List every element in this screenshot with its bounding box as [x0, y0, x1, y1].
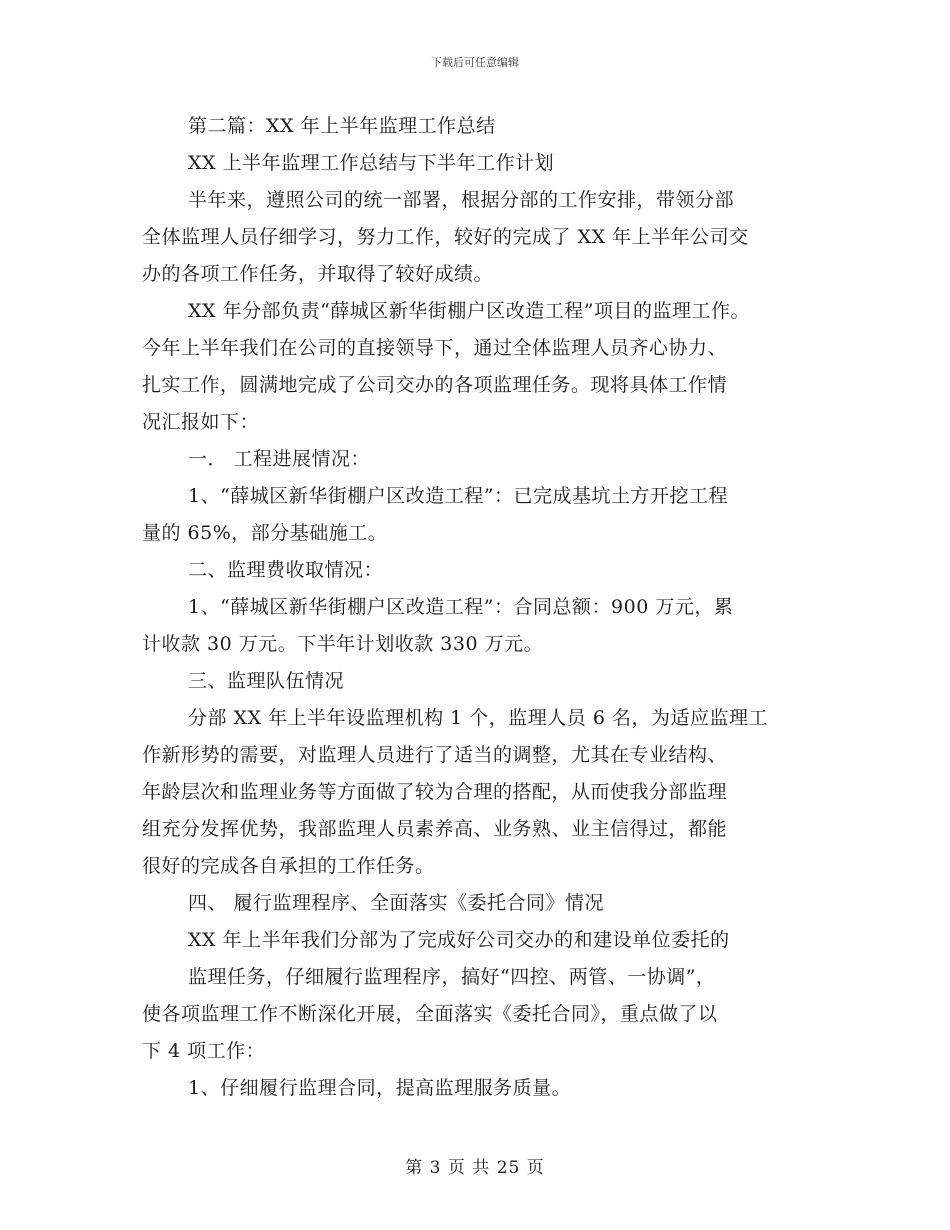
paragraph-line: 况汇报如下： [142, 411, 260, 433]
paragraph-line: 使各项监理工作不断深化开展，全面落实《委托合同》，重点做了以 [142, 1003, 718, 1025]
paragraph-line: 1、“薛城区新华街棚户区改造工程”：合同总额：900 万元，累 [188, 596, 734, 618]
paragraph-line: XX 年分部负责“薛城区新华街棚户区改造工程”项目的监理工作。 [188, 300, 751, 322]
paragraph-line: 今年上半年我们在公司的直接领导下，通过全体监理人员齐心协力、 [142, 337, 728, 359]
subsection-heading: 一． 工程进展情况： [188, 448, 371, 470]
paragraph-line: 很好的完成各自承担的工作任务。 [142, 855, 435, 877]
paragraph-line: 1、仔细履行监理合同，提高监理服务质量。 [188, 1077, 572, 1099]
paragraph-line: 1、“薛城区新华街棚户区改造工程”：已完成基坑土方开挖工程 [188, 485, 729, 507]
paragraph-line: 年龄层次和监理业务等方面做了较为合理的搭配，从而使我分部监理 [142, 781, 728, 803]
page-number: 第 3 页 共 25 页 [405, 1158, 545, 1178]
subsection-heading: 二、监理费收取情况： [188, 559, 384, 581]
paragraph-line: 作新形势的需要，对监理人员进行了适当的调整，尤其在专业结构、 [142, 744, 728, 766]
paragraph-line: 半年来，遵照公司的统一部署，根据分部的工作安排，带领分部 [188, 189, 735, 211]
paragraph-line: 监理任务，仔细履行监理程序，搞好“四控、两管、一协调”， [188, 966, 716, 988]
document-title: XX 上半年监理工作总结与下半年工作计划 [188, 152, 555, 174]
section-heading: 第二篇：XX 年上半年监理工作总结 [188, 115, 496, 137]
paragraph-line: 全体监理人员仔细学习，努力工作，较好的完成了 XX 年上半年公司交 [142, 226, 749, 248]
paragraph-line: 计收款 30 万元。下半年计划收款 330 万元。 [142, 633, 544, 655]
paragraph-line: 组充分发挥优势，我部监理人员素养高、业务熟、业主信得过，都能 [142, 818, 728, 840]
paragraph-line: 下 4 项工作： [142, 1040, 266, 1062]
paragraph-line: 扎实工作，圆满地完成了公司交办的各项监理任务。现将具体工作情 [142, 374, 728, 396]
subsection-heading: 四、 履行监理程序、全面落实《委托合同》情况 [188, 892, 605, 914]
paragraph-line: 办的各项工作任务，并取得了较好成绩。 [142, 263, 494, 285]
subsection-heading: 三、监理队伍情况 [188, 670, 345, 692]
paragraph-line: XX 年上半年我们分部为了完成好公司交办的和建设单位委托的 [188, 929, 730, 951]
paragraph-line: 分部 XX 年上半年设监理机构 1 个，监理人员 6 名，为适应监理工 [188, 707, 768, 729]
paragraph-line: 量的 65%，部分基础施工。 [142, 522, 388, 544]
header-note: 下载后可任意编辑 [431, 56, 519, 69]
